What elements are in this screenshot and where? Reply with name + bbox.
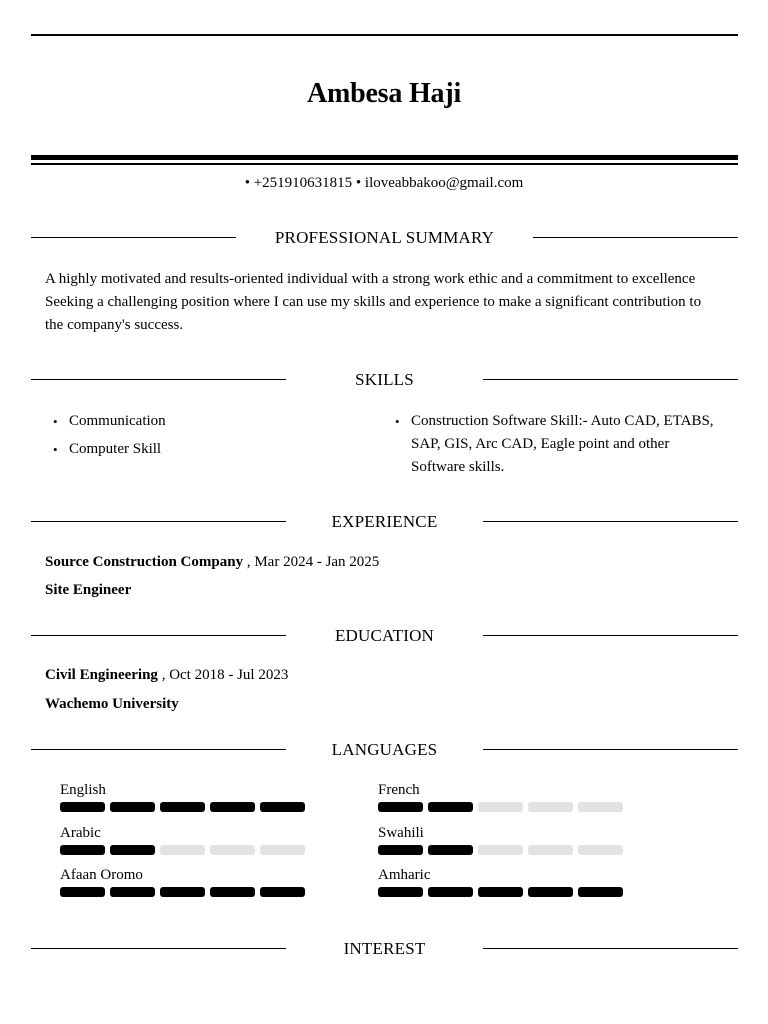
level-bar-filled <box>160 802 205 812</box>
level-bar-filled <box>528 887 573 897</box>
level-bar-filled <box>428 887 473 897</box>
level-bar-filled <box>260 887 305 897</box>
skill-item: • Computer Skill <box>45 438 345 461</box>
section-heading-summary <box>31 228 738 248</box>
level-bar-filled <box>378 887 423 897</box>
language-level-bars <box>60 802 305 812</box>
education-entry <box>45 667 288 684</box>
section-title: SKILLS <box>355 370 414 389</box>
summary-line: the company's success. <box>45 317 184 333</box>
level-bar-filled <box>110 802 155 812</box>
level-bar-filled <box>160 887 205 897</box>
language-name: Amharic <box>378 867 431 883</box>
section-title: LANGUAGES <box>331 740 438 759</box>
section-heading-skills <box>31 370 738 390</box>
language-item <box>60 867 305 897</box>
experience-role <box>45 582 131 599</box>
language-item <box>60 825 305 855</box>
skills-list-left <box>45 410 345 461</box>
top-rule <box>31 34 738 36</box>
skill-item-line: Construction Software Skill:- Auto CAD, ETABS, <box>411 413 714 429</box>
education-school <box>45 696 179 713</box>
header-thick-rule <box>31 155 738 160</box>
level-bar-filled <box>110 887 155 897</box>
heading-rule-right <box>483 635 738 636</box>
section-title: PROFESSIONAL SUMMARY <box>274 228 495 247</box>
summary-line: Seeking a challenging position where I can use my skills and experience to make a significant contribution to <box>45 294 702 310</box>
skills-list-right <box>387 410 732 479</box>
degree-name: Civil Engineering <box>45 667 158 683</box>
job-title: Site Engineer <box>45 582 132 598</box>
education-dates: , Oct 2018 - Jul 2023 <box>157 667 289 683</box>
section-heading-languages <box>31 740 738 760</box>
level-bar-filled <box>210 802 255 812</box>
heading-rule-right <box>483 948 738 949</box>
level-bar-empty <box>210 845 255 855</box>
summary-line: A highly motivated and results-oriented individual with a strong work ethic and a commitment to excellence <box>45 271 696 287</box>
heading-rule-right <box>483 379 738 380</box>
summary-text <box>45 268 735 337</box>
language-name: Swahili <box>378 825 424 841</box>
level-bar-empty <box>478 845 523 855</box>
level-bar-filled <box>210 887 255 897</box>
language-name: French <box>378 782 420 798</box>
level-bar-filled <box>60 802 105 812</box>
level-bar-filled <box>428 802 473 812</box>
level-bar-filled <box>60 887 105 897</box>
school-name: Wachemo University <box>45 696 179 712</box>
level-bar-empty <box>260 845 305 855</box>
skill-item: • Communication <box>45 410 345 433</box>
heading-rule-right <box>533 237 738 238</box>
skill-item <box>387 410 732 479</box>
language-item <box>60 782 305 812</box>
skill-item-line: Software skills. <box>411 459 505 475</box>
language-level-bars <box>60 887 305 897</box>
level-bar-filled <box>110 845 155 855</box>
level-bar-filled <box>578 887 623 897</box>
level-bar-filled <box>378 845 423 855</box>
level-bar-filled <box>60 845 105 855</box>
contact-info: • +251910631815 • iloveabbakoo@gmail.com <box>244 175 524 191</box>
language-level-bars <box>378 802 623 812</box>
section-title: EXPERIENCE <box>331 512 438 531</box>
language-item <box>378 782 623 812</box>
level-bar-filled <box>260 802 305 812</box>
level-bar-empty <box>478 802 523 812</box>
language-level-bars <box>378 845 623 855</box>
experience-dates: , Mar 2024 - Jan 2025 <box>243 554 380 570</box>
level-bar-filled <box>378 802 423 812</box>
candidate-name: Ambesa Haji <box>306 78 462 109</box>
language-item <box>378 867 623 897</box>
level-bar-empty <box>160 845 205 855</box>
level-bar-filled <box>478 887 523 897</box>
language-level-bars <box>60 845 305 855</box>
company-name: Source Construction Company <box>45 554 244 570</box>
section-title: EDUCATION <box>334 626 435 645</box>
level-bar-empty <box>578 845 623 855</box>
experience-entry <box>45 554 379 571</box>
level-bar-empty <box>528 845 573 855</box>
section-heading-education <box>31 626 738 646</box>
section-heading-interest <box>31 939 738 959</box>
language-name: English <box>60 782 106 798</box>
skill-item-line: SAP, GIS, Arc CAD, Eagle point and other <box>411 436 670 452</box>
language-name: Arabic <box>60 825 101 841</box>
header-thin-rule <box>31 163 738 165</box>
language-name: Afaan Oromo <box>60 867 143 883</box>
language-item <box>378 825 623 855</box>
heading-rule-right <box>483 749 738 750</box>
level-bar-empty <box>528 802 573 812</box>
section-heading-experience <box>31 512 738 532</box>
section-title: INTEREST <box>343 939 426 958</box>
language-level-bars <box>378 887 623 897</box>
level-bar-filled <box>428 845 473 855</box>
heading-rule-right <box>483 521 738 522</box>
level-bar-empty <box>578 802 623 812</box>
